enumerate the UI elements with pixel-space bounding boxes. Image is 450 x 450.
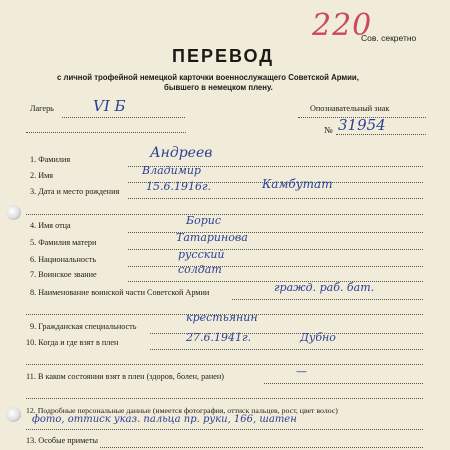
field-label-condition: 11. В каком состоянии взят в плен (здоров, болен, ранен)	[26, 372, 224, 381]
field-rule-military-unit	[232, 299, 423, 300]
field-label-first-name: 2. Имя	[30, 171, 54, 180]
field-label-surname: 1. Фамилия	[30, 155, 71, 164]
field-value-nationality: русский	[178, 248, 225, 261]
field-value-surname: Андреев	[150, 145, 213, 161]
field-value-personal-data: фото, оттиск указ. пальца пр. руки, 166, шатен	[32, 414, 297, 425]
id-tag-value: 31954	[338, 116, 386, 134]
document-subtitle-line2: бывшего в немецком плену.	[164, 83, 273, 92]
field-rule-birth	[128, 198, 423, 199]
field-label-personal-data: 12. Подробные персональные данные (имеется фотография, оттиск пальцев, рост, цвет волос)	[26, 406, 338, 415]
camp-value: VI Б	[93, 97, 126, 115]
punch-hole-bottom	[6, 407, 21, 422]
camp-label: Лагерь	[30, 104, 54, 113]
stamp-number: 220	[312, 8, 373, 43]
field-value-first-name: Владимир	[142, 164, 201, 177]
camp-rule-2	[26, 132, 186, 133]
field-label-civil-specialty: 9. Гражданская специальность	[30, 322, 137, 331]
field-label-special-marks: 13. Особые приметы	[26, 436, 99, 445]
field-rule-personal-data	[26, 429, 423, 430]
field-value-rank: солдат	[178, 263, 222, 276]
field-rule-condition	[264, 383, 423, 384]
document-title: ПЕРЕВОД	[172, 46, 275, 66]
field-rule-captured	[150, 349, 423, 350]
field-label-military-unit: 8. Наименование воинской части Советской Армии	[30, 288, 210, 297]
field-rule-father-name	[128, 232, 423, 233]
field-label-captured: 10. Когда и где взят в плен	[26, 338, 119, 347]
field-value-birth-date: 15.6.1916г.	[146, 180, 212, 193]
field-label-mother-surname: 5. Фамилия матери	[30, 238, 97, 247]
field-rule-mother-surname	[128, 249, 423, 250]
field-rule-nationality	[128, 266, 423, 267]
document-subtitle-line1: с личной трофейной немецкой карточки военнослужащего Советской Армии,	[57, 73, 359, 82]
id-tag-number-sign: №	[324, 125, 333, 135]
field-value-captured-place: Дубно	[300, 331, 336, 344]
field-label-rank: 7. Воинское звание	[30, 270, 97, 279]
field-value-captured-date: 27.6.1941г.	[186, 331, 252, 344]
field-value-civil-specialty: крестьянин	[186, 311, 258, 324]
field-label-nationality: 6. Национальность	[30, 255, 97, 264]
field-value-mother-surname: Татаринова	[176, 231, 248, 244]
field-rule-condition-2	[26, 398, 423, 399]
classification-label: Сов. секретно	[361, 33, 417, 43]
camp-rule	[62, 117, 185, 118]
id-tag-number-rule	[336, 134, 426, 135]
field-value-military-unit: гражд. раб. бат.	[274, 281, 375, 294]
punch-hole-top	[6, 205, 21, 220]
field-rule-captured-2	[26, 364, 423, 365]
field-value-father-name: Борис	[186, 214, 221, 227]
field-rule-birth-2	[26, 214, 423, 215]
field-value-condition: —	[296, 365, 307, 378]
field-label-birth: 3. Дата и место рождения	[30, 187, 120, 196]
field-label-father-name: 4. Имя отца	[30, 221, 71, 230]
field-value-birth-place: Камбутат	[262, 177, 333, 191]
id-tag-label: Опознавательный знак	[310, 104, 390, 113]
field-rule-special-marks	[100, 447, 423, 448]
